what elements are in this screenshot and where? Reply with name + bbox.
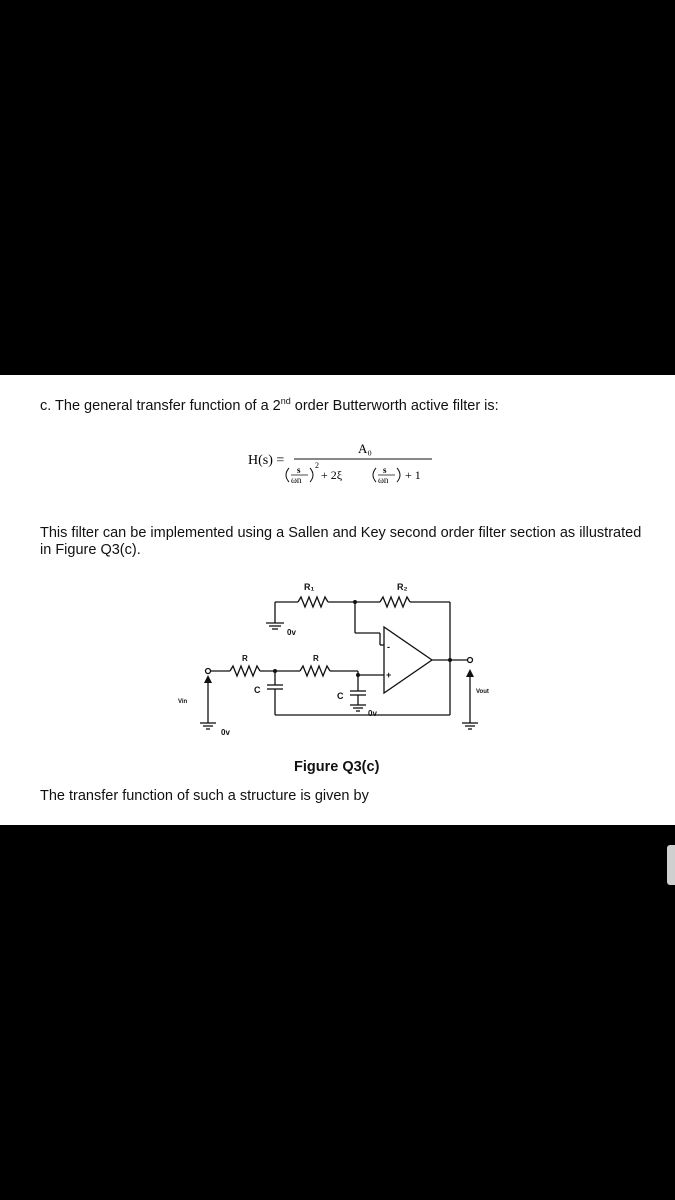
formula-tail: + 1 [405, 468, 421, 482]
vin-arrow-head [204, 675, 212, 683]
label-ground-top: 0v [287, 628, 296, 637]
question-intro [40, 393, 499, 415]
paren-open-1 [286, 468, 289, 482]
resistor-r-left [230, 666, 260, 676]
paren-close-1 [310, 468, 313, 482]
paragraph-transfer-function: The transfer function of such a structure is given by [40, 788, 369, 804]
question-page [0, 375, 675, 825]
junction-dot-top [353, 600, 357, 604]
label-vout: Vout [476, 689, 489, 695]
junction-dot-output [448, 658, 452, 662]
formula-lhs: H(s) = [248, 453, 285, 468]
label-minus: - [387, 642, 390, 652]
formula-s-1: s [297, 465, 301, 475]
label-ground-left: 0v [221, 728, 230, 737]
scrollbar-handle[interactable] [667, 845, 675, 885]
label-vin: Vin [178, 699, 188, 705]
label-c-left: C [254, 685, 261, 695]
op-amp [384, 627, 432, 693]
sallen-key-circuit-diagram [170, 575, 500, 745]
label-plus: + [386, 670, 392, 680]
intro-superscript: nd [280, 396, 291, 406]
label-r1: R₁ [304, 582, 315, 592]
junction-dot-left [273, 669, 277, 673]
label-ground-mid: 0v [368, 709, 377, 718]
formula-exponent: 2 [315, 461, 319, 470]
resistor-r2 [380, 597, 410, 607]
label-r2: R₂ [397, 582, 408, 592]
transfer-function-formula [248, 435, 448, 495]
resistor-r1 [298, 597, 328, 607]
junction-dot-plus [356, 673, 360, 677]
paren-open-2 [373, 468, 376, 482]
label-r-mid: R [313, 654, 319, 663]
output-terminal [468, 658, 473, 663]
paren-close-2 [397, 468, 400, 482]
label-r-left: R [242, 654, 248, 663]
formula-wn-2: ωn [378, 475, 389, 485]
formula-numerator: A₀ [358, 441, 372, 456]
intro-text: c. The general transfer function of a 2 [40, 397, 281, 414]
label-c-mid: C [337, 691, 344, 701]
paragraph-sallen-key: This filter can be implemented using a Sallen and Key second order filter section as illustrated in Figure Q3(c). [40, 525, 642, 558]
figure-caption: Figure Q3(c) [294, 759, 380, 775]
formula-middle: + 2ξ [321, 468, 343, 482]
vout-arrow-head [466, 669, 474, 677]
intro-text-end: order Butterworth active filter is: [290, 397, 499, 414]
input-terminal [206, 669, 211, 674]
formula-wn-1: ωn [291, 475, 302, 485]
resistor-r-mid [300, 666, 330, 676]
formula-s-2: s [383, 465, 387, 475]
